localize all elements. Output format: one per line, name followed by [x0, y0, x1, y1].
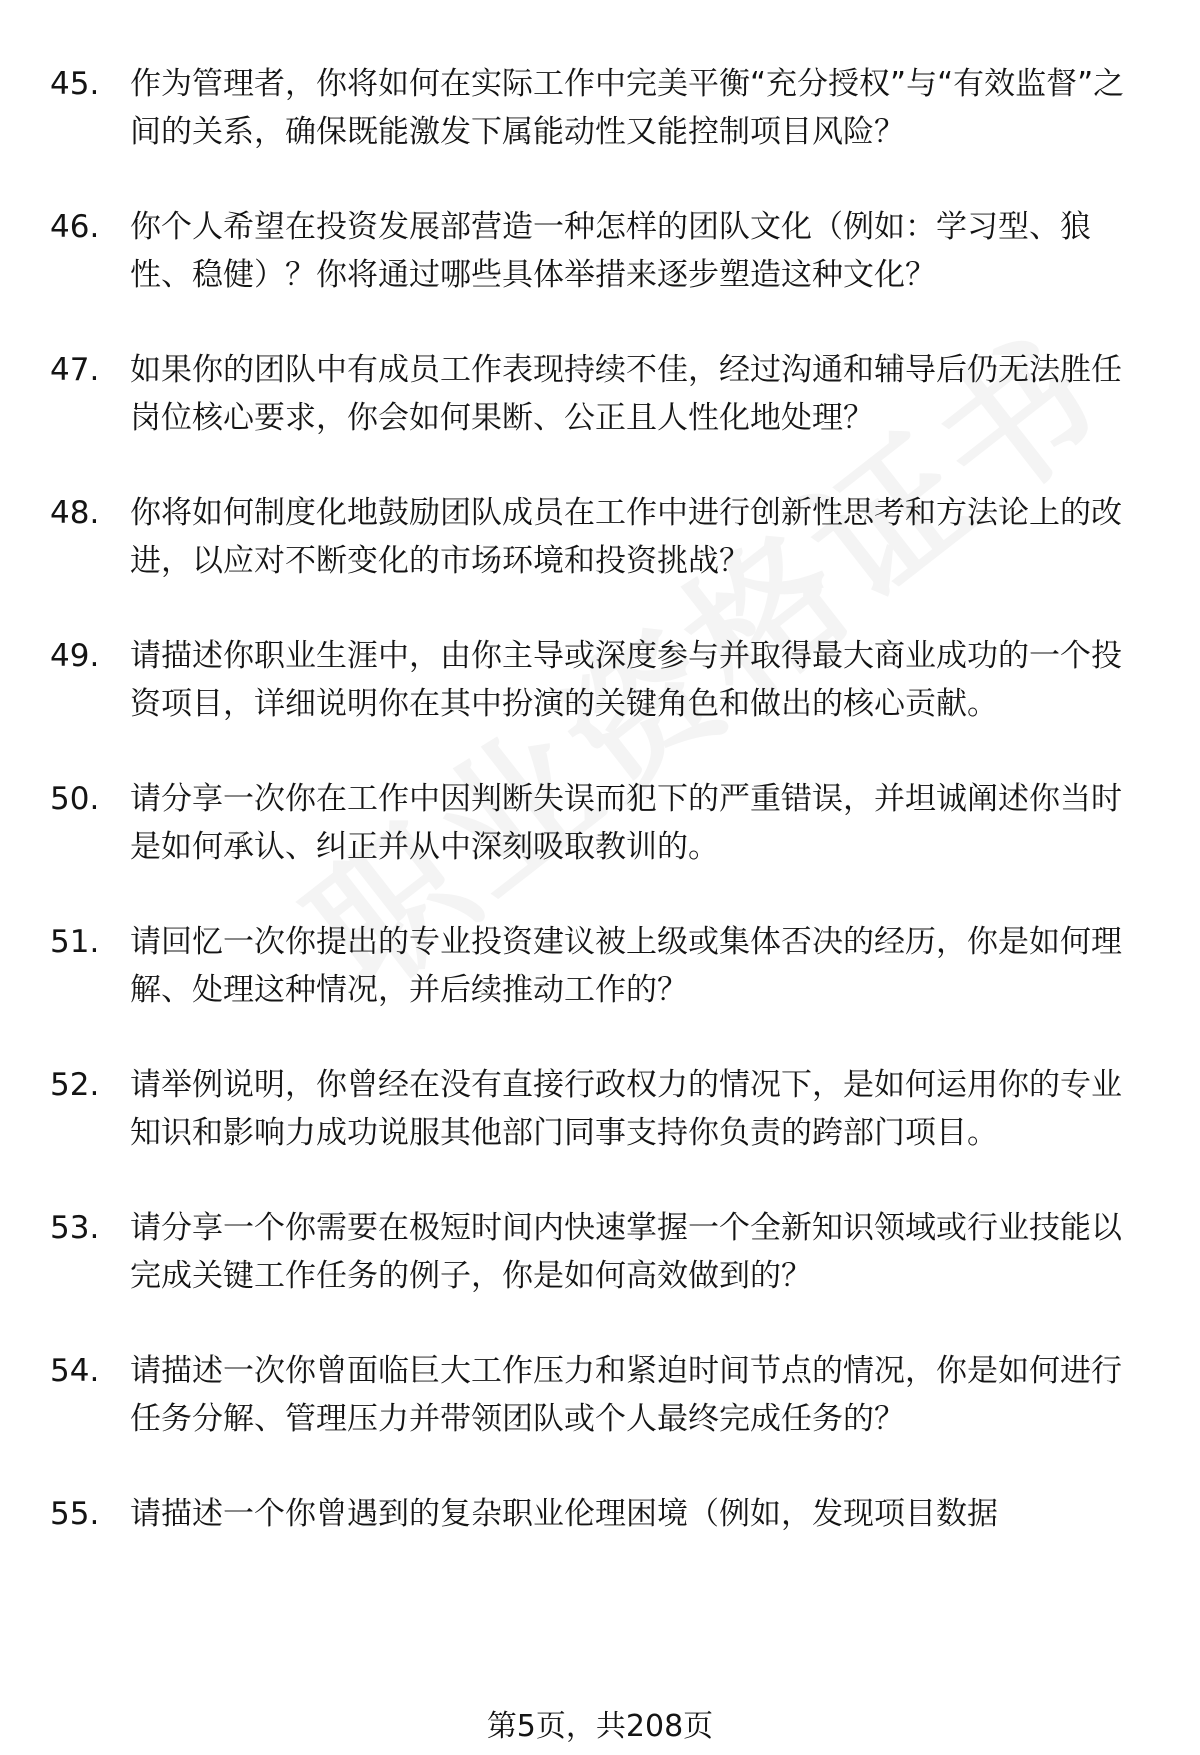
question-text: 你个人希望在投资发展部营造一种怎样的团队文化（例如：学习型、狼性、稳健）？你将通过哪些具体举措来逐步塑造这种文化？	[130, 209, 1091, 293]
list-item	[50, 489, 1150, 585]
list-item	[50, 60, 1150, 156]
question-number: 53.	[50, 1210, 100, 1246]
list-item	[50, 1204, 1150, 1300]
list-item	[50, 346, 1150, 442]
question-text: 作为管理者，你将如何在实际工作中完美平衡“充分授权”与“有效监督”之间的关系，确保既能激发下属能动性又能控制项目风险？	[130, 66, 1125, 150]
question-number: 51.	[50, 924, 100, 960]
question-number: 46.	[50, 209, 100, 245]
question-text: 请描述一个你曾遇到的复杂职业伦理困境（例如，发现项目数据	[130, 1496, 998, 1532]
question-text: 请举例说明，你曾经在没有直接行政权力的情况下，是如何运用你的专业知识和影响力成功说服其他部门同事支持你负责的跨部门项目。	[130, 1067, 1122, 1151]
question-number: 48.	[50, 495, 100, 531]
question-number: 47.	[50, 352, 100, 388]
list-item	[50, 775, 1150, 871]
question-text: 你将如何制度化地鼓励团队成员在工作中进行创新性思考和方法论上的改进，以应对不断变化的市场环境和投资挑战？	[130, 495, 1122, 579]
question-text: 请描述一次你曾面临巨大工作压力和紧迫时间节点的情况，你是如何进行任务分解、管理压力并带领团队或个人最终完成任务的？	[130, 1353, 1122, 1437]
question-text: 请描述你职业生涯中，由你主导或深度参与并取得最大商业成功的一个投资项目，详细说明你在其中扮演的关键角色和做出的核心贡献。	[130, 638, 1122, 722]
question-number: 55.	[50, 1496, 100, 1532]
question-text: 如果你的团队中有成员工作表现持续不佳，经过沟通和辅导后仍无法胜任岗位核心要求，你会如何果断、公正且人性化地处理？	[130, 352, 1122, 436]
question-number: 54.	[50, 1353, 100, 1389]
list-item	[50, 1490, 1150, 1538]
list-item	[50, 632, 1150, 728]
question-number: 52.	[50, 1067, 100, 1103]
question-number: 49.	[50, 638, 100, 674]
question-list	[50, 60, 1150, 1585]
question-text: 请分享一个你需要在极短时间内快速掌握一个全新知识领域或行业技能以完成关键工作任务的例子，你是如何高效做到的？	[130, 1210, 1122, 1294]
list-item	[50, 1061, 1150, 1157]
list-item	[50, 1347, 1150, 1443]
question-text: 请回忆一次你提出的专业投资建议被上级或集体否决的经历，你是如何理解、处理这种情况，并后续推动工作的？	[130, 924, 1122, 1008]
question-number: 50.	[50, 781, 100, 817]
page-number-footer: 第5页，共208页	[486, 1709, 714, 1744]
question-text: 请分享一次你在工作中因判断失误而犯下的严重错误，并坦诚阐述你当时是如何承认、纠正并从中深刻吸取教训的。	[130, 781, 1122, 865]
question-number: 45.	[50, 66, 100, 102]
list-item	[50, 203, 1150, 299]
list-item	[50, 918, 1150, 1014]
